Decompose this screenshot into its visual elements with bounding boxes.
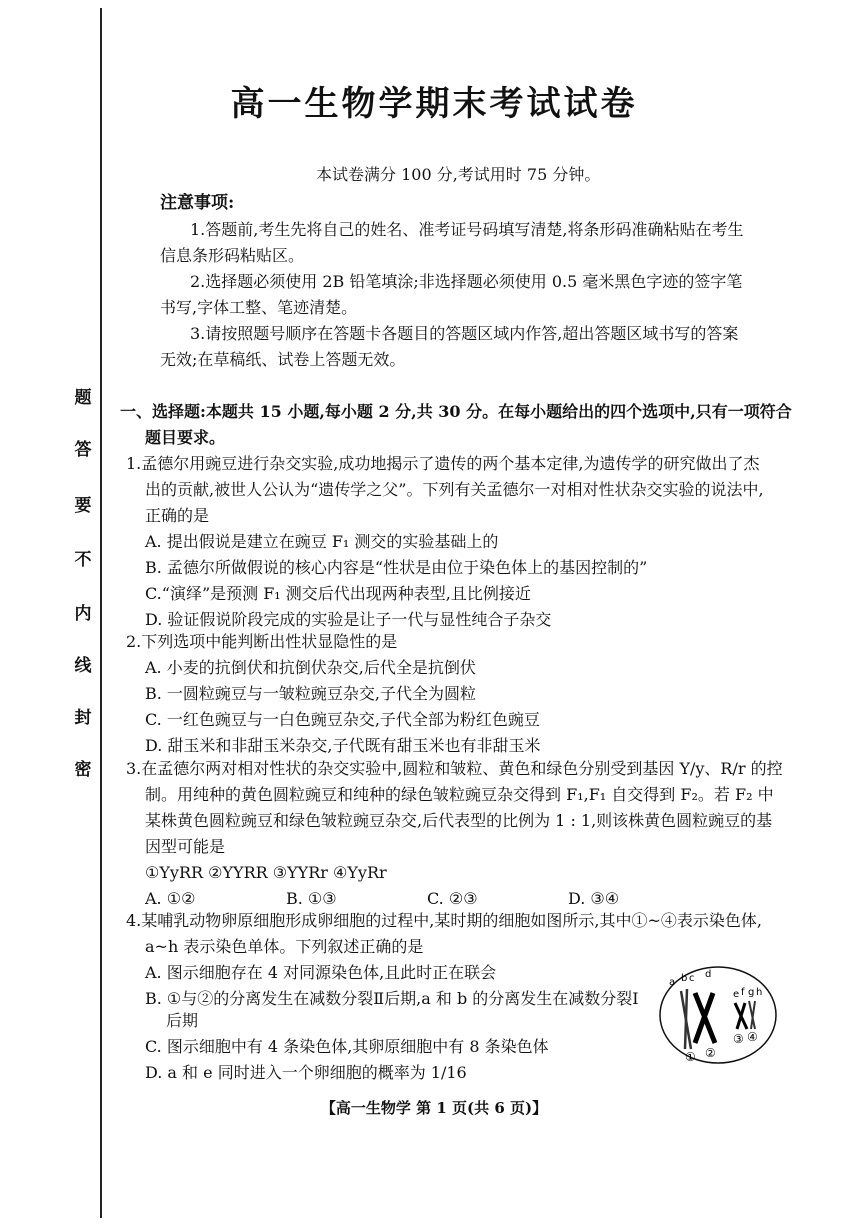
- chromatid-label: h: [756, 987, 763, 998]
- exam-intro: 本试卷满分 100 分,考试用时 75 分钟。: [316, 165, 601, 184]
- q3-stem: 因型可能是: [145, 837, 226, 856]
- q1-option-b: B. 孟德尔所做假说的核心内容是“性状是由位于染色体上的基因控制的”: [145, 558, 648, 577]
- q1-option-d: D. 验证假说阶段完成的实验是让子一代与显性纯合子杂交: [145, 610, 552, 629]
- chromatid-label: c: [689, 973, 695, 984]
- q1-stem: 正确的是: [145, 506, 210, 525]
- notice-line: 无效;在草稿纸、试卷上答题无效。: [160, 350, 406, 369]
- q4-option-b-cont: 后期: [166, 1011, 199, 1030]
- q2-option-c: C. 一红色豌豆与一白色豌豆杂交,子代全部为粉红色豌豆: [145, 710, 540, 729]
- q2-stem: 2.下列选项中能判断出性状显隐性的是: [126, 632, 398, 651]
- q3-genotypes: ①YyRR ②YYRR ③YYRr ④YyRr: [145, 863, 387, 882]
- q4-option-b: B. ①与②的分离发生在减数分裂Ⅱ后期,a 和 b 的分离发生在减数分裂Ⅰ: [145, 989, 639, 1008]
- q3-stem: 某株黄色圆粒豌豆和绿色皱粒豌豆杂交,后代表型的比例为 1 : 1,则该株黄色圆粒豌豆的基: [145, 811, 773, 830]
- binding-line: [100, 8, 102, 1218]
- chromatid-label: f: [741, 987, 745, 998]
- q3-option-a: A. ①②: [145, 889, 196, 908]
- notice-heading: 注意事项:: [160, 193, 235, 213]
- q3-option-c: C. ②③: [427, 889, 478, 908]
- q3-option-b: B. ①③: [286, 889, 337, 908]
- binding-char: 不: [74, 550, 92, 570]
- notice-line: 3.请按照题号顺序在答题卡各题目的答题区域内作答,超出答题区域书写的答案: [190, 324, 739, 343]
- binding-char: 要: [74, 496, 92, 516]
- q3-stem: 3.在孟德尔两对相对性状的杂交实验中,圆粒和皱粒、黄色和绿色分别受到基因 Y/y、R/r 的控: [126, 759, 783, 778]
- notice-line: 2.选择题必须使用 2B 铅笔填涂;非选择题必须使用 0.5 毫米黑色字迹的签字笔: [190, 272, 743, 291]
- notice-line: 信息条形码粘贴区。: [160, 246, 305, 265]
- section-heading-cont: 题目要求。: [145, 428, 226, 447]
- binding-char: 封: [74, 708, 92, 728]
- q4-option-c: C. 图示细胞中有 4 条染色体,其卵原细胞中有 8 条染色体: [145, 1037, 549, 1056]
- cell-figure: [655, 963, 781, 1067]
- chromosome-label: ④: [747, 1030, 758, 1044]
- notice-line: 1.答题前,考生先将自己的姓名、准考证号码填写清楚,将条形码准确粘贴在考生: [190, 220, 744, 239]
- page-title: 高一生物学期末考试试卷: [230, 84, 638, 124]
- q2-option-b: B. 一圆粒豌豆与一皱粒豌豆杂交,子代全为圆粒: [145, 684, 477, 703]
- q1-option-a: A. 提出假说是建立在豌豆 F₁ 测交的实验基础上的: [145, 532, 499, 551]
- cell-membrane: [660, 967, 776, 1063]
- chromosome-label: ③: [733, 1032, 744, 1046]
- q4-stem: 4.某哺乳动物卵原细胞形成卵细胞的过程中,某时期的细胞如图所示,其中①~④表示染色体,: [126, 911, 762, 930]
- q4-option-a: A. 图示细胞存在 4 对同源染色体,且此时正在联会: [145, 963, 497, 982]
- chromatid-label: g: [748, 987, 755, 998]
- chromatid-label: e: [733, 989, 740, 1000]
- chromosome-3: [735, 1003, 747, 1029]
- section-heading: 一、选择题:本题共 15 小题,每小题 2 分,共 30 分。在每小题给出的四个选项中,只有一项符合: [120, 402, 792, 421]
- page-footer: 【高一生物学 第 1 页(共 6 页)】: [320, 1099, 548, 1117]
- q1-stem: 出的贡献,被世人公认为“遗传学之父”。下列有关孟德尔一对相对性状杂交实验的说法中,: [145, 480, 764, 499]
- binding-char: 答: [74, 440, 92, 460]
- q2-option-d: D. 甜玉米和非甜玉米杂交,子代既有甜玉米也有非甜玉米: [145, 736, 541, 755]
- binding-char: 题: [74, 388, 92, 408]
- q3-option-d: D. ③④: [568, 889, 620, 908]
- chromatid-label: b: [681, 973, 688, 984]
- q4-option-d: D. a 和 e 同时进入一个卵细胞的概率为 1/16: [145, 1063, 467, 1082]
- chromatid-label: a: [669, 977, 676, 988]
- chromosome-4: [749, 1001, 755, 1029]
- q1-option-c: C.“演绎”是预测 F₁ 测交后代出现两种表型,且比例接近: [145, 584, 531, 603]
- chromosome-label: ②: [705, 1046, 716, 1060]
- chromatid-label: d: [705, 969, 712, 980]
- notice-line: 书写,字体工整、笔迹清楚。: [160, 298, 358, 317]
- chromosome-1-chromatid: [685, 989, 687, 1049]
- q3-stem: 制。用纯种的黄色圆粒豌豆和纯种的绿色皱粒豌豆杂交得到 F₁,F₁ 自交得到 F₂。若 F₂ 中: [145, 785, 774, 804]
- q1-stem: 1.孟德尔用豌豆进行杂交实验,成功地揭示了遗传的两个基本定律,为遗传学的研究做出了杰: [126, 454, 760, 473]
- q4-stem: a~h 表示染色单体。下列叙述正确的是: [145, 937, 424, 956]
- chromosome-label: ①: [685, 1050, 696, 1064]
- chromosome-2: [695, 993, 715, 1043]
- binding-char: 内: [74, 604, 92, 624]
- binding-char: 线: [74, 656, 92, 676]
- binding-char: 密: [74, 760, 92, 780]
- q2-option-a: A. 小麦的抗倒伏和抗倒伏杂交,后代全是抗倒伏: [145, 658, 476, 677]
